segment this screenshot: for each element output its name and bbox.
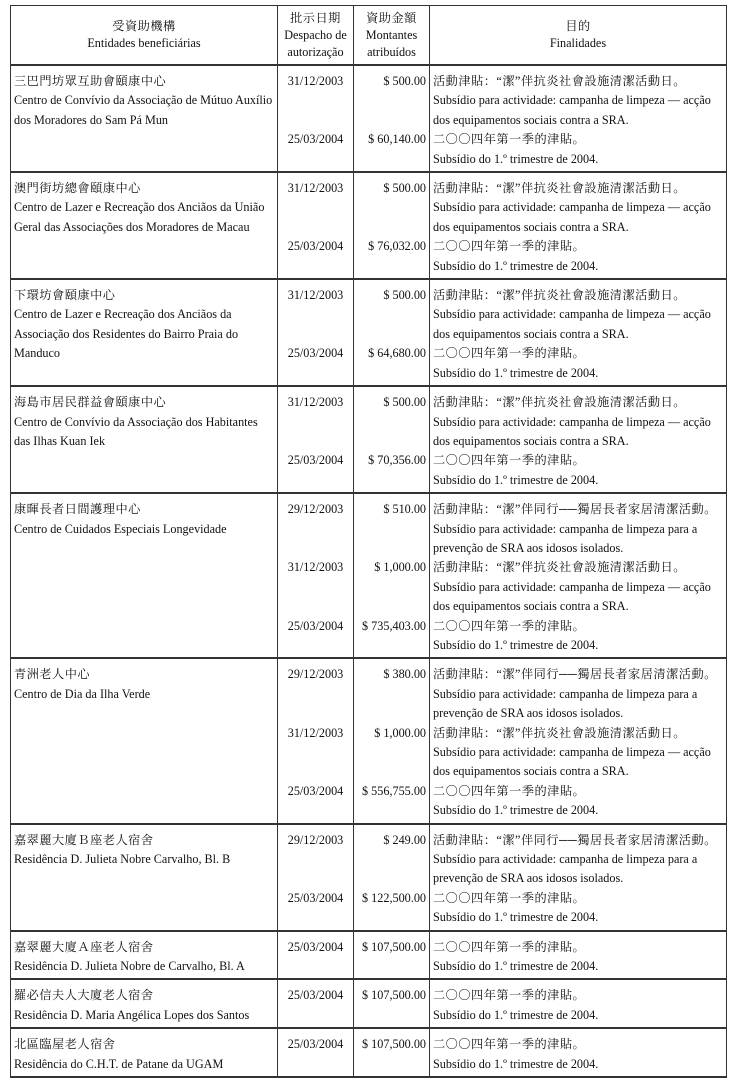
header-amount: 資助金額 Montantes atribuídos [354,6,430,66]
purpose-zh: 活動津貼：“潔”伴同行──獨居長者家居清潔活動。 [433,502,717,517]
purpose-zh: 二〇〇四年第一季的津貼。 [433,132,586,147]
entry-purpose [433,986,723,1025]
header-date: 批示日期 Despacho de autorização [278,6,354,66]
entry-purpose [433,130,723,169]
entry-purpose [433,831,723,889]
purpose-cell [430,824,727,931]
entry-purpose [433,665,723,723]
purpose-pt: Subsídio para actividade: campanha de limpeza para a prevenção de SRA aos idosos isolados. [433,852,698,886]
entry-amount: $ 64,680.00 [368,346,426,361]
entry-purpose [433,237,723,276]
purpose-pt: Subsídio para actividade: campanha de limpeza — acção dos equipamentos sociais contra a SRA. [433,200,711,234]
purpose-cell [430,386,727,493]
entity-name-pt: Residência D. Julieta Nobre de Carvalho, Bl. A [14,959,245,974]
purpose-zh: 活動津貼：“潔”伴抗炎社會設施清潔活動日。 [433,288,686,303]
amount-cell [354,1028,430,1077]
entry-date: 25/03/2004 [287,988,344,1003]
entry-amount: $ 500.00 [383,395,426,410]
purpose-cell [430,279,727,386]
date-cell [278,386,354,493]
purpose-zh: 二〇〇四年第一季的津貼。 [433,988,586,1003]
entity-name-zh: 羅必信夫人大廈老人宿舍 [14,988,154,1003]
table-header [11,6,727,66]
entry-date: 25/03/2004 [287,618,344,633]
purpose-zh: 活動津貼：“潔”伴同行──獨居長者家居清潔活動。 [433,832,717,847]
entry-amount: $ 107,500.00 [362,988,426,1003]
entity-name-pt: Centro de Lazer e Recreação dos Anciãos da Associação dos Residentes do Bairro Praia do Manduco [14,307,239,361]
entry-date: 31/12/2003 [287,74,344,88]
entity-name-pt: Centro de Lazer e Recreação dos Anciãos da União Geral das Associações dos Moradores de Macau [14,200,265,234]
table-row [11,279,727,386]
entry-purpose [433,344,723,383]
table-row [11,1028,727,1077]
entity-name-zh: 康暉長者日間護理中心 [14,502,141,517]
entry-amount: $ 1,000.00 [374,725,426,740]
table-row [11,65,727,172]
entry-date: 31/12/2003 [287,288,344,303]
purpose-zh: 二〇〇四年第一季的津貼。 [433,890,586,905]
entry-amount: $ 500.00 [383,181,426,196]
entry-purpose [433,558,723,616]
purpose-cell [430,658,727,823]
date-cell [278,658,354,823]
entity-name-zh: 北區臨屋老人宿舍 [14,1037,116,1052]
entry-purpose [433,393,723,451]
entry-purpose [433,179,723,237]
entry-amount: $ 70,356.00 [368,453,426,468]
entry-amount: $ 500.00 [383,288,426,303]
purpose-pt: Subsídio do 1.º trimestre de 2004. [433,959,599,974]
entry-amount: $ 1,000.00 [374,560,426,575]
purpose-pt: Subsídio para actividade: campanha de limpeza para a prevenção de SRA aos idosos isolados. [433,686,698,721]
date-cell [278,931,354,980]
table-row [11,386,727,493]
purpose-zh: 二〇〇四年第一季的津貼。 [433,783,586,798]
purpose-cell [430,979,727,1028]
entity-name-zh: 青洲老人中心 [14,667,91,682]
purpose-zh: 二〇〇四年第一季的津貼。 [433,346,586,361]
purpose-zh: 活動津貼：“潔”伴抗炎社會設施清潔活動日。 [433,395,686,410]
purpose-zh: 活動津貼：“潔”伴抗炎社會設施清潔活動日。 [433,725,686,740]
purpose-zh: 二〇〇四年第一季的津貼。 [433,618,586,633]
entity-cell [11,172,278,279]
purpose-pt: Subsídio do 1.º trimestre de 2004. [433,151,599,166]
entity-name-zh: 海島市居民群益會頤康中心 [14,395,167,410]
entity-name-zh: 嘉翠麗大廈Ａ座老人宿舍 [14,939,154,954]
table-row [11,658,727,823]
entry-date: 25/03/2004 [287,346,344,361]
entry-date: 29/12/2003 [287,832,344,847]
header-purpose: 目的 Finalidades [430,6,727,66]
purpose-zh: 二〇〇四年第一季的津貼。 [433,239,586,254]
entry-purpose [433,724,723,782]
entry-purpose [433,72,723,130]
entity-cell [11,931,278,980]
amount-cell [354,493,430,658]
entry-purpose [433,889,723,928]
entry-amount: $ 380.00 [383,667,426,682]
purpose-pt: Subsídio do 1.º trimestre de 2004. [433,472,599,487]
purpose-cell [430,172,727,279]
entity-name-zh: 嘉翠麗大廈Ｂ座老人宿舍 [14,832,154,847]
entry-date: 25/03/2004 [287,1037,344,1052]
entry-date: 31/12/2003 [287,560,344,575]
entity-cell [11,65,278,172]
entity-cell [11,979,278,1028]
purpose-pt: Subsídio para actividade: campanha de limpeza para a prevenção de SRA aos idosos isolados. [433,521,698,555]
entry-date: 25/03/2004 [287,890,344,905]
entry-amount: $ 76,032.00 [368,239,426,254]
entity-cell [11,493,278,658]
purpose-cell [430,931,727,980]
entity-name-pt: Residência D. Maria Angélica Lopes dos Santos [14,1007,250,1022]
entry-purpose [433,286,723,344]
entry-amount: $ 510.00 [383,502,426,517]
entry-amount: $ 735,403.00 [362,618,426,633]
purpose-zh: 活動津貼：“潔”伴抗炎社會設施清潔活動日。 [433,181,686,196]
entry-purpose [433,938,723,977]
entity-cell [11,658,278,823]
date-cell [278,65,354,172]
purpose-pt: Subsídio para actividade: campanha de limpeza — acção dos equipamentos sociais contra a SRA. [433,579,711,614]
entry-amount: $ 122,500.00 [362,890,426,905]
purpose-pt: Subsídio do 1.º trimestre de 2004. [433,637,599,652]
entity-name-zh: 下環坊會頤康中心 [14,288,116,303]
entry-date: 25/03/2004 [287,783,344,798]
subsidy-table [10,5,727,1078]
date-cell [278,979,354,1028]
entity-name-zh: 澳門街坊總會頤康中心 [14,181,141,196]
entity-name-zh: 三巴門坊眾互助會頤康中心 [14,74,167,88]
entry-amount: $ 107,500.00 [362,1037,426,1052]
purpose-cell [430,65,727,172]
entity-name-pt: Centro de Cuidados Especiais Longevidade [14,521,227,536]
purpose-zh: 活動津貼：“潔”伴抗炎社會設施清潔活動日。 [433,560,686,575]
amount-cell [354,658,430,823]
entity-name-pt: Centro de Dia da Ilha Verde [14,686,151,701]
amount-cell [354,65,430,172]
purpose-zh: 活動津貼：“潔”伴抗炎社會設施清潔活動日。 [433,74,686,88]
header-entity: 受資助機構 Entidades beneficiárias [11,6,278,66]
entry-date: 25/03/2004 [287,239,344,254]
purpose-pt: Subsídio do 1.º trimestre de 2004. [433,1007,599,1022]
entity-name-pt: Residência do C.H.T. de Patane da UGAM [14,1056,224,1071]
purpose-cell [430,493,727,658]
purpose-zh: 活動津貼：“潔”伴同行──獨居長者家居清潔活動。 [433,667,717,682]
entry-date: 25/03/2004 [287,453,344,468]
entry-amount: $ 556,755.00 [362,783,426,798]
purpose-zh: 二〇〇四年第一季的津貼。 [433,1037,586,1052]
entity-cell [11,824,278,931]
table-row [11,493,727,658]
purpose-pt: Subsídio do 1.º trimestre de 2004. [433,258,599,273]
entry-date: 31/12/2003 [287,725,344,740]
date-cell [278,1028,354,1077]
table-row [11,824,727,931]
entry-date: 31/12/2003 [287,395,344,410]
entity-cell [11,1028,278,1077]
amount-cell [354,386,430,493]
purpose-pt: Subsídio do 1.º trimestre de 2004. [433,803,599,818]
entity-cell [11,386,278,493]
entry-date: 25/03/2004 [287,132,344,147]
date-cell [278,824,354,931]
purpose-pt: Subsídio para actividade: campanha de limpeza — acção dos equipamentos sociais contra a SRA. [433,307,711,341]
entry-date: 25/03/2004 [287,939,344,954]
amount-cell [354,279,430,386]
entry-date: 31/12/2003 [287,181,344,196]
entry-amount: $ 500.00 [383,74,426,88]
amount-cell [354,979,430,1028]
amount-cell [354,172,430,279]
entry-purpose [433,782,723,821]
entry-amount: $ 107,500.00 [362,939,426,954]
entry-purpose [433,617,723,656]
entity-name-pt: Centro de Convívio da Associação de Mútuo Auxílio dos Moradores do Sam Pá Mun [14,93,273,127]
purpose-pt: Subsídio para actividade: campanha de limpeza — acção dos equipamentos sociais contra a SRA. [433,745,711,779]
purpose-zh: 二〇〇四年第一季的津貼。 [433,453,586,468]
purpose-zh: 二〇〇四年第一季的津貼。 [433,939,586,954]
date-cell [278,279,354,386]
date-cell [278,172,354,279]
amount-cell [354,931,430,980]
purpose-cell [430,1028,727,1077]
entry-amount: $ 249.00 [383,832,426,847]
amount-cell [354,824,430,931]
purpose-pt: Subsídio do 1.º trimestre de 2004. [433,365,599,380]
entry-purpose [433,500,723,558]
date-cell [278,493,354,658]
purpose-pt: Subsídio para actividade: campanha de limpeza — acção dos equipamentos sociais contra a SRA. [433,414,711,448]
entry-amount: $ 60,140.00 [368,132,426,147]
table-row [11,931,727,980]
table-row [11,172,727,279]
entry-purpose [433,451,723,490]
entity-cell [11,279,278,386]
entity-name-pt: Residência D. Julieta Nobre Carvalho, Bl. B [14,852,231,867]
purpose-pt: Subsídio para actividade: campanha de limpeza — acção dos equipamentos sociais contra a SRA. [433,93,711,127]
table-row [11,979,727,1028]
entity-name-pt: Centro de Convívio da Associação dos Habitantes das Ilhas Kuan Iek [14,414,258,448]
purpose-pt: Subsídio do 1.º trimestre de 2004. [433,910,599,925]
entry-purpose [433,1035,723,1074]
entry-date: 29/12/2003 [287,502,344,517]
purpose-pt: Subsídio do 1.º trimestre de 2004. [433,1056,599,1071]
entry-date: 29/12/2003 [287,667,344,682]
